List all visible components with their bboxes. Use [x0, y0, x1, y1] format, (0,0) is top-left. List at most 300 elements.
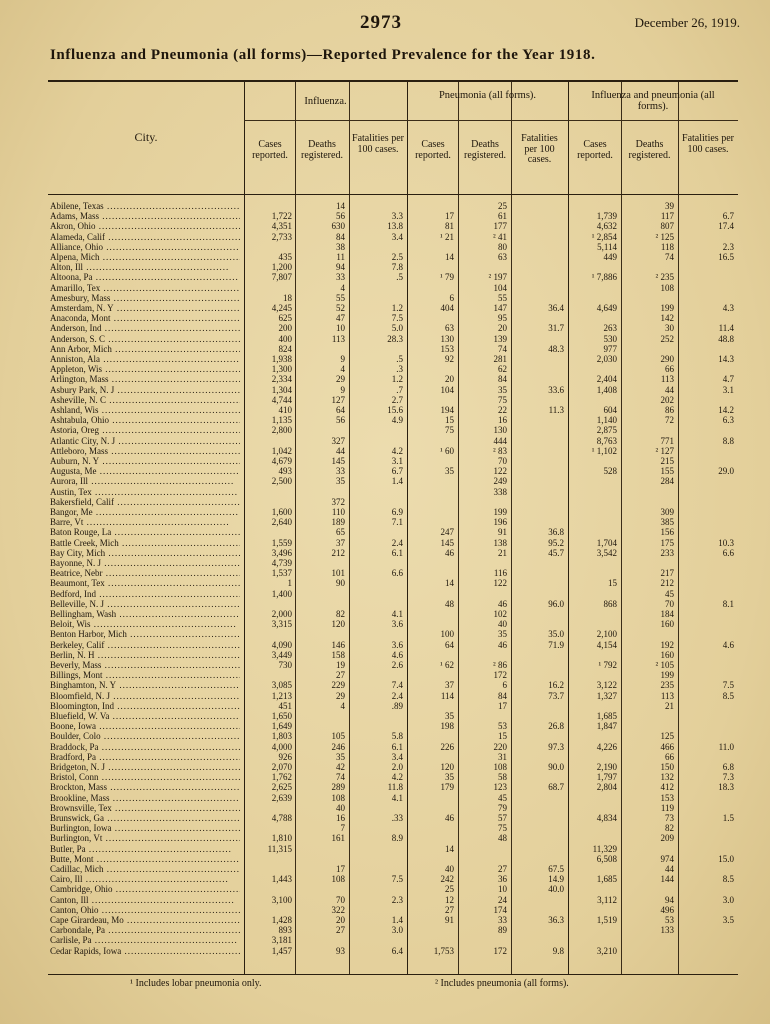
combined-cases-cell: ¹ 7,886 — [591, 272, 617, 283]
combined-cases-cell: 11,329 — [592, 843, 617, 854]
table-row — [48, 233, 738, 242]
influenza-cases-cell: 1,722 — [271, 211, 292, 222]
influenza-deaths-cell: 372 — [331, 496, 345, 507]
influenza-fatalities-cell: 1.4 — [391, 915, 403, 925]
city-name: Aurora, Ill ..... — [50, 477, 240, 486]
influenza-cases-cell: 3,181 — [271, 935, 292, 946]
combined-cases-cell: 4,632 — [596, 221, 617, 232]
city-name: Arlington, Mass ..... — [50, 375, 240, 384]
table-row — [48, 243, 738, 252]
combined-deaths-cell: 74 — [665, 252, 674, 262]
influenza-deaths-cell: 70 — [336, 894, 345, 905]
city-name: Canton, Ill ..... — [50, 896, 240, 905]
combined-deaths-cell: 66 — [665, 751, 674, 762]
influenza-fatalities-cell: 2.0 — [391, 762, 403, 772]
pneumonia-deaths-cell: 199 — [493, 507, 507, 517]
pneumonia-deaths-cell: 35 — [498, 629, 507, 640]
combined-deaths-cell: 44 — [665, 384, 674, 395]
city-name: Appleton, Wis ..... — [50, 365, 240, 374]
influenza-fatalities-cell: .89 — [391, 700, 403, 711]
influenza-deaths-cell: 4 — [340, 282, 345, 293]
combined-cases-cell: 1,797 — [596, 772, 617, 783]
pneumonia-fatalities-cell: 40.0 — [548, 884, 564, 895]
table-row — [48, 671, 738, 680]
pneumonia-fatalities-cell: 14.9 — [548, 874, 564, 885]
influenza-deaths-cell: 90 — [336, 578, 345, 589]
influenza-deaths-cell: 74 — [336, 772, 345, 783]
combined-fatalities-cell: 8.8 — [722, 435, 734, 446]
influenza-cases-cell: 3,100 — [271, 894, 292, 905]
influenza-deaths-cell: 229 — [331, 680, 345, 691]
influenza-deaths-cell: 9 — [340, 354, 345, 364]
influenza-cases-cell: 2,334 — [271, 374, 292, 385]
table-row — [48, 294, 738, 303]
pneumonia-cases-cell: 14 — [445, 843, 454, 854]
combined-deaths-cell: 199 — [660, 670, 674, 681]
combined-deaths-cell: 133 — [660, 925, 674, 936]
influenza-cases-cell: 1,559 — [271, 537, 292, 548]
table-row — [48, 375, 738, 384]
combined-deaths-cell: 233 — [660, 547, 674, 558]
influenza-fatalities-cell: 2.7 — [391, 394, 403, 405]
pneumonia-deaths-cell: 91 — [498, 527, 507, 538]
influenza-deaths-cell: 161 — [331, 833, 345, 844]
table-row — [48, 947, 738, 956]
city-name: Brownsville, Tex ..... — [50, 804, 240, 813]
combined-cases-cell: 604 — [603, 405, 617, 415]
table-row — [48, 508, 738, 517]
influenza-cases-cell: 1,200 — [271, 262, 292, 273]
pneumonia-deaths-cell: 17 — [498, 700, 507, 711]
pneumonia-cases-cell: 81 — [445, 221, 454, 232]
report-date: December 26, 1919. — [634, 15, 740, 30]
pneumonia-deaths-cell: 6 — [502, 680, 507, 691]
combined-deaths-cell: 21 — [665, 700, 674, 711]
combined-deaths-cell: 70 — [665, 598, 674, 609]
influenza-deaths-cell: 44 — [336, 445, 345, 456]
combined-deaths-cell: 119 — [660, 802, 674, 813]
influenza-fatalities-cell: 3.6 — [391, 619, 403, 630]
table-row — [48, 630, 738, 639]
combined-deaths-cell: 217 — [660, 568, 674, 579]
pneumonia-deaths-cell: 15 — [498, 731, 507, 742]
influenza-fatalities-cell: 3.4 — [391, 751, 403, 762]
influenza-deaths-cell: 4 — [340, 364, 345, 375]
influenza-cases-cell: 200 — [278, 323, 292, 334]
city-name: Boone, Iowa ..... — [50, 722, 240, 731]
influenza-deaths-cell: 127 — [331, 394, 345, 405]
city-name: Bluefield, W. Va ..... — [50, 712, 240, 721]
city-name: Amsterdam, N. Y ..... — [50, 304, 240, 313]
pneumonia-deaths-cell: 27 — [498, 864, 507, 874]
table-row — [48, 457, 738, 466]
influenza-fatalities-cell: 2.4 — [391, 690, 403, 701]
influenza-deaths-cell: 93 — [336, 945, 345, 956]
combined-fatalities-cell: 8.1 — [722, 598, 734, 609]
pneumonia-cases-cell: 37 — [445, 680, 454, 691]
influenza-deaths-cell: 9 — [340, 384, 345, 395]
influenza-deaths-cell: 630 — [331, 221, 345, 232]
city-name: Ashtabula, Ohio ..... — [50, 416, 240, 425]
pneumonia-deaths-cell: 75 — [498, 394, 507, 405]
influenza-cases-cell: 4,679 — [271, 456, 292, 466]
influenza-fatalities-cell: 4.1 — [391, 792, 403, 803]
influenza-deaths-cell: 65 — [336, 527, 345, 538]
city-name: Anderson, Ind ..... — [50, 324, 240, 333]
table-row — [48, 345, 738, 354]
city-name: Auburn, N. Y ..... — [50, 457, 240, 466]
influenza-cases-cell: 1,042 — [271, 445, 292, 456]
table-row — [48, 875, 738, 884]
influenza-cases-cell: 1,300 — [271, 364, 292, 375]
influenza-fatalities-cell: 1.2 — [391, 303, 403, 313]
pneumonia-fatalities-cell: 35.0 — [548, 629, 564, 640]
table-row — [48, 406, 738, 415]
city-name: Billings, Mont ..... — [50, 671, 240, 680]
combined-cases-cell: 530 — [603, 333, 617, 344]
city-name: Brookline, Mass ..... — [50, 794, 240, 803]
combined-fatalities-cell: 48.8 — [718, 333, 734, 344]
table-row — [48, 661, 738, 670]
combined-deaths-cell: 44 — [665, 864, 674, 874]
table-row — [48, 304, 738, 313]
influenza-fatalities-cell: 6.6 — [391, 568, 403, 579]
city-name: Asbury Park, N. J ..... — [50, 386, 240, 395]
combined-deaths-cell: 284 — [660, 476, 674, 487]
table-row — [48, 539, 738, 548]
table-row — [48, 753, 738, 762]
influenza-fatalities-header: Fatalities per 100 cases. — [352, 133, 404, 155]
table-row — [48, 885, 738, 894]
combined-deaths-cell: 496 — [660, 904, 674, 915]
pneumonia-fatalities-cell: 48.3 — [548, 343, 564, 354]
pneumonia-fatalities-header: Fatalities per 100 cases. — [521, 133, 558, 165]
combined-cases-cell: ¹ 2,854 — [591, 231, 617, 242]
pneumonia-cases-cell: 40 — [445, 864, 454, 874]
pneumonia-fatalities-cell: 9.8 — [552, 945, 564, 956]
pneumonia-cases-cell: 25 — [445, 884, 454, 895]
combined-deaths-cell: 73 — [665, 813, 674, 823]
influenza-cases-cell: 2,070 — [271, 762, 292, 772]
influenza-cases-cell: 2,639 — [271, 792, 292, 803]
influenza-deaths-cell: 158 — [331, 649, 345, 660]
combined-cases-cell: 4,154 — [596, 639, 617, 650]
city-name: Anaconda, Mont ..... — [50, 314, 240, 323]
influenza-fatalities-cell: 5.0 — [391, 323, 403, 334]
combined-deaths-cell: 153 — [660, 792, 674, 803]
pneumonia-cases-cell: 194 — [440, 405, 454, 415]
influenza-deaths-header: Deaths registered. — [301, 139, 343, 161]
influenza-fatalities-cell: 11.8 — [387, 782, 403, 793]
combined-cases-cell: 2,875 — [596, 425, 617, 436]
influenza-cases-cell: 2,800 — [271, 425, 292, 436]
table-row — [48, 549, 738, 558]
influenza-deaths-cell: 42 — [336, 762, 345, 772]
table-row — [48, 202, 738, 211]
combined-cases-cell: 3,210 — [596, 945, 617, 956]
influenza-deaths-cell: 27 — [336, 670, 345, 681]
influenza-cases-cell: 2,640 — [271, 517, 292, 528]
pneumonia-fatalities-cell: 68.7 — [548, 782, 564, 793]
table-row — [48, 528, 738, 537]
table-row — [48, 814, 738, 823]
influenza-cases-cell: 2,733 — [271, 231, 292, 242]
table-row — [48, 824, 738, 833]
influenza-deaths-cell: 16 — [336, 813, 345, 823]
table-row — [48, 692, 738, 701]
combined-deaths-cell: 132 — [660, 772, 674, 783]
influenza-cases-cell: 2,625 — [271, 782, 292, 793]
table-row — [48, 590, 738, 599]
influenza-deaths-cell: 101 — [331, 568, 345, 579]
influenza-fatalities-cell: 6.9 — [391, 507, 403, 517]
influenza-deaths-cell: 29 — [336, 374, 345, 385]
combined-deaths-cell: 86 — [665, 405, 674, 415]
influenza-deaths-cell: 47 — [336, 313, 345, 324]
combined-deaths-cell: 108 — [660, 282, 674, 293]
pneumonia-cases-cell: 12 — [445, 894, 454, 905]
city-name: Beaumont, Tex ..... — [50, 579, 240, 588]
combined-cases-cell: 3,112 — [597, 894, 617, 905]
combined-deaths-cell: 199 — [660, 303, 674, 313]
pneumonia-cases-cell: 35 — [445, 711, 454, 721]
influenza-deaths-cell: 37 — [336, 537, 345, 548]
city-name: Beverly, Mass ..... — [50, 661, 240, 670]
pneumonia-deaths-cell: 45 — [498, 792, 507, 803]
influenza-cases-cell: 1 — [287, 578, 292, 589]
combined-fatalities-header: Fatalities per 100 cases. — [682, 133, 734, 155]
table-row — [48, 783, 738, 792]
influenza-cases-cell: 1,213 — [271, 690, 292, 701]
pneumonia-cases-cell: ¹ 62 — [440, 660, 454, 670]
influenza-deaths-cell: 29 — [336, 690, 345, 701]
table-row — [48, 804, 738, 813]
pneumonia-deaths-cell: 79 — [498, 802, 507, 813]
combined-fatalities-cell: 17.4 — [718, 221, 734, 232]
table-row — [48, 906, 738, 915]
influenza-cases-cell: 1,650 — [271, 711, 292, 721]
pneumonia-cases-cell: 179 — [440, 782, 454, 793]
combined-deaths-cell: 209 — [660, 833, 674, 844]
combined-deaths-cell: 252 — [660, 333, 674, 344]
combined-deaths-cell: 45 — [665, 588, 674, 599]
pneumonia-deaths-cell: 102 — [493, 609, 507, 619]
city-name: Abilene, Texas ..... — [50, 202, 240, 211]
influenza-deaths-cell: 82 — [336, 609, 345, 619]
pneumonia-fatalities-cell: 90.0 — [548, 762, 564, 772]
influenza-fatalities-cell: 4.6 — [391, 649, 403, 660]
pneumonia-deaths-cell: 249 — [493, 476, 507, 487]
city-name: Cambridge, Ohio ..... — [50, 885, 240, 894]
pneumonia-deaths-cell: 174 — [493, 904, 507, 915]
pneumonia-deaths-cell: 84 — [498, 374, 507, 385]
table-row — [48, 396, 738, 405]
combined-cases-cell: 1,685 — [596, 711, 617, 721]
influenza-fatalities-cell: 15.6 — [387, 405, 403, 415]
combined-fatalities-cell: 3.5 — [722, 915, 734, 925]
influenza-fatalities-cell: 13.8 — [387, 221, 403, 232]
pneumonia-deaths-cell: 147 — [493, 303, 507, 313]
pneumonia-deaths-cell: 139 — [493, 333, 507, 344]
influenza-fatalities-cell: 4.9 — [391, 415, 403, 426]
table-row — [48, 855, 738, 864]
pneumonia-deaths-cell: 122 — [493, 466, 507, 477]
combined-fatalities-cell: 15.0 — [718, 853, 734, 864]
table-row — [48, 845, 738, 854]
influenza-deaths-cell: 110 — [331, 507, 345, 517]
combined-fatalities-cell: 11.4 — [718, 323, 734, 334]
combined-deaths-cell: 771 — [660, 435, 674, 446]
influenza-cases-cell: 1,537 — [271, 568, 292, 579]
combined-fatalities-cell: 6.3 — [722, 415, 734, 426]
city-name: Bridgeton, N. J ..... — [50, 763, 240, 772]
pneumonia-deaths-cell: 48 — [498, 833, 507, 844]
table-row — [48, 896, 738, 905]
city-name: Anniston, Ala ..... — [50, 355, 240, 364]
combined-deaths-cell: 144 — [660, 874, 674, 885]
table-row — [48, 365, 738, 374]
combined-cases-cell: 2,804 — [596, 782, 617, 793]
pneumonia-deaths-cell: 177 — [493, 221, 507, 232]
pneumonia-deaths-cell: 281 — [493, 354, 507, 364]
influenza-cases-cell: 1,803 — [271, 731, 292, 742]
city-name: Ashland, Wis ..... — [50, 406, 240, 415]
group-influenza-and-pneumonia: Influenza and pneumonia (all forms). — [591, 90, 715, 112]
combined-deaths-cell: 82 — [665, 823, 674, 834]
combined-cases-cell: 2,404 — [596, 374, 617, 385]
pneumonia-deaths-cell: 40 — [498, 619, 507, 630]
city-name: Bristol, Conn ..... — [50, 773, 240, 782]
pneumonia-deaths-cell: 24 — [498, 894, 507, 905]
pneumonia-deaths-cell: 21 — [498, 547, 507, 558]
pneumonia-cases-cell: 104 — [440, 384, 454, 395]
table-row — [48, 498, 738, 507]
pneumonia-deaths-cell: 172 — [493, 945, 507, 956]
pneumonia-deaths-cell: 46 — [498, 639, 507, 650]
pneumonia-fatalities-cell: 97.3 — [548, 741, 564, 752]
city-name: Atlantic City, N. J ..... — [50, 437, 240, 446]
table-row — [48, 488, 738, 497]
pneumonia-cases-cell: 27 — [445, 904, 454, 915]
influenza-deaths-cell: 35 — [336, 751, 345, 762]
table-row — [48, 722, 738, 731]
influenza-fatalities-cell: .33 — [391, 813, 403, 823]
influenza-deaths-cell: 38 — [336, 241, 345, 252]
table-row — [48, 579, 738, 588]
combined-fatalities-cell: 1.5 — [722, 813, 734, 823]
combined-deaths-cell: 192 — [660, 639, 674, 650]
city-name: Braddock, Pa ..... — [50, 743, 240, 752]
table-row — [48, 569, 738, 578]
city-name: Bay City, Mich ..... — [50, 549, 240, 558]
combined-fatalities-cell: 29.0 — [718, 466, 734, 477]
influenza-deaths-cell: 108 — [331, 874, 345, 885]
influenza-deaths-cell: 113 — [331, 333, 345, 344]
combined-fatalities-cell: 3.0 — [722, 894, 734, 905]
influenza-cases-cell: 493 — [278, 466, 292, 477]
combined-cases-cell: 977 — [603, 343, 617, 354]
footnote-2: ² Includes pneumonia (all forms). — [435, 978, 569, 989]
influenza-deaths-cell: 105 — [331, 731, 345, 742]
pneumonia-deaths-cell: 75 — [498, 823, 507, 834]
combined-cases-cell: 1,739 — [596, 211, 617, 222]
influenza-fatalities-cell: 2.3 — [391, 894, 403, 905]
combined-cases-header: Cases reported. — [577, 139, 613, 161]
pneumonia-deaths-cell: 25 — [498, 201, 507, 211]
table-row — [48, 426, 738, 435]
combined-cases-cell: 263 — [603, 323, 617, 334]
city-name: Carbondale, Pa ..... — [50, 926, 240, 935]
pneumonia-deaths-cell: 104 — [493, 282, 507, 293]
combined-cases-cell: 5,114 — [597, 241, 617, 252]
combined-cases-cell: ¹ 792 — [598, 660, 617, 670]
influenza-deaths-cell: 120 — [331, 619, 345, 630]
table-row — [48, 732, 738, 741]
table-row — [48, 355, 738, 364]
city-name: Adams, Mass ..... — [50, 212, 240, 221]
city-name: Bakersfield, Calif ..... — [50, 498, 240, 507]
combined-deaths-header: Deaths registered. — [628, 139, 671, 161]
influenza-cases-cell: 2,000 — [271, 609, 292, 619]
influenza-deaths-cell: 19 — [336, 660, 345, 670]
pneumonia-deaths-cell: 89 — [498, 925, 507, 936]
city-name: Augusta, Me ..... — [50, 467, 240, 476]
pneumonia-cases-cell: 92 — [445, 354, 454, 364]
influenza-fatalities-cell: 3.4 — [391, 231, 403, 242]
influenza-fatalities-cell: 6.1 — [391, 741, 403, 752]
combined-fatalities-cell: 3.1 — [722, 384, 734, 395]
combined-deaths-cell: 235 — [660, 680, 674, 691]
pneumonia-cases-cell: 91 — [445, 915, 454, 925]
influenza-deaths-cell: 52 — [336, 303, 345, 313]
influenza-cases-cell: 1,304 — [271, 384, 292, 395]
pneumonia-deaths-cell: 36 — [498, 874, 507, 885]
city-name: Bangor, Me ..... — [50, 508, 240, 517]
combined-deaths-cell: 385 — [660, 517, 674, 528]
influenza-deaths-cell: 14 — [336, 201, 345, 211]
city-name: Cairo, Ill ..... — [50, 875, 240, 884]
table-row — [48, 559, 738, 568]
combined-cases-cell: 868 — [603, 598, 617, 609]
city-name: Belleville, N. J ..... — [50, 600, 240, 609]
pneumonia-cases-cell: 17 — [445, 211, 454, 222]
influenza-deaths-cell: 146 — [331, 639, 345, 650]
influenza-cases-cell: 4,090 — [271, 639, 292, 650]
pneumonia-cases-cell: 48 — [445, 598, 454, 609]
pneumonia-deaths-cell: 57 — [498, 813, 507, 823]
combined-fatalities-cell: 16.5 — [718, 252, 734, 262]
combined-fatalities-cell: 7.3 — [722, 772, 734, 783]
combined-deaths-cell: 160 — [660, 649, 674, 660]
influenza-deaths-cell: 33 — [336, 466, 345, 477]
table-row — [48, 518, 738, 527]
table-row — [48, 263, 738, 272]
combined-cases-cell: 4,226 — [596, 741, 617, 752]
combined-cases-cell: 1,704 — [596, 537, 617, 548]
influenza-cases-cell: 824 — [278, 343, 292, 354]
influenza-cases-cell: 4,739 — [271, 558, 292, 568]
table-row — [48, 600, 738, 609]
influenza-deaths-cell: 17 — [336, 864, 345, 874]
influenza-cases-cell: 1,762 — [271, 772, 292, 783]
pneumonia-fatalities-cell: 71.9 — [548, 639, 564, 650]
table-row — [48, 651, 738, 660]
combined-deaths-cell: 30 — [665, 323, 674, 334]
pneumonia-deaths-cell: 58 — [498, 772, 507, 783]
pneumonia-fatalities-cell: 36.4 — [548, 303, 564, 313]
table-row — [48, 212, 738, 221]
combined-fatalities-cell: 11.0 — [718, 741, 734, 752]
